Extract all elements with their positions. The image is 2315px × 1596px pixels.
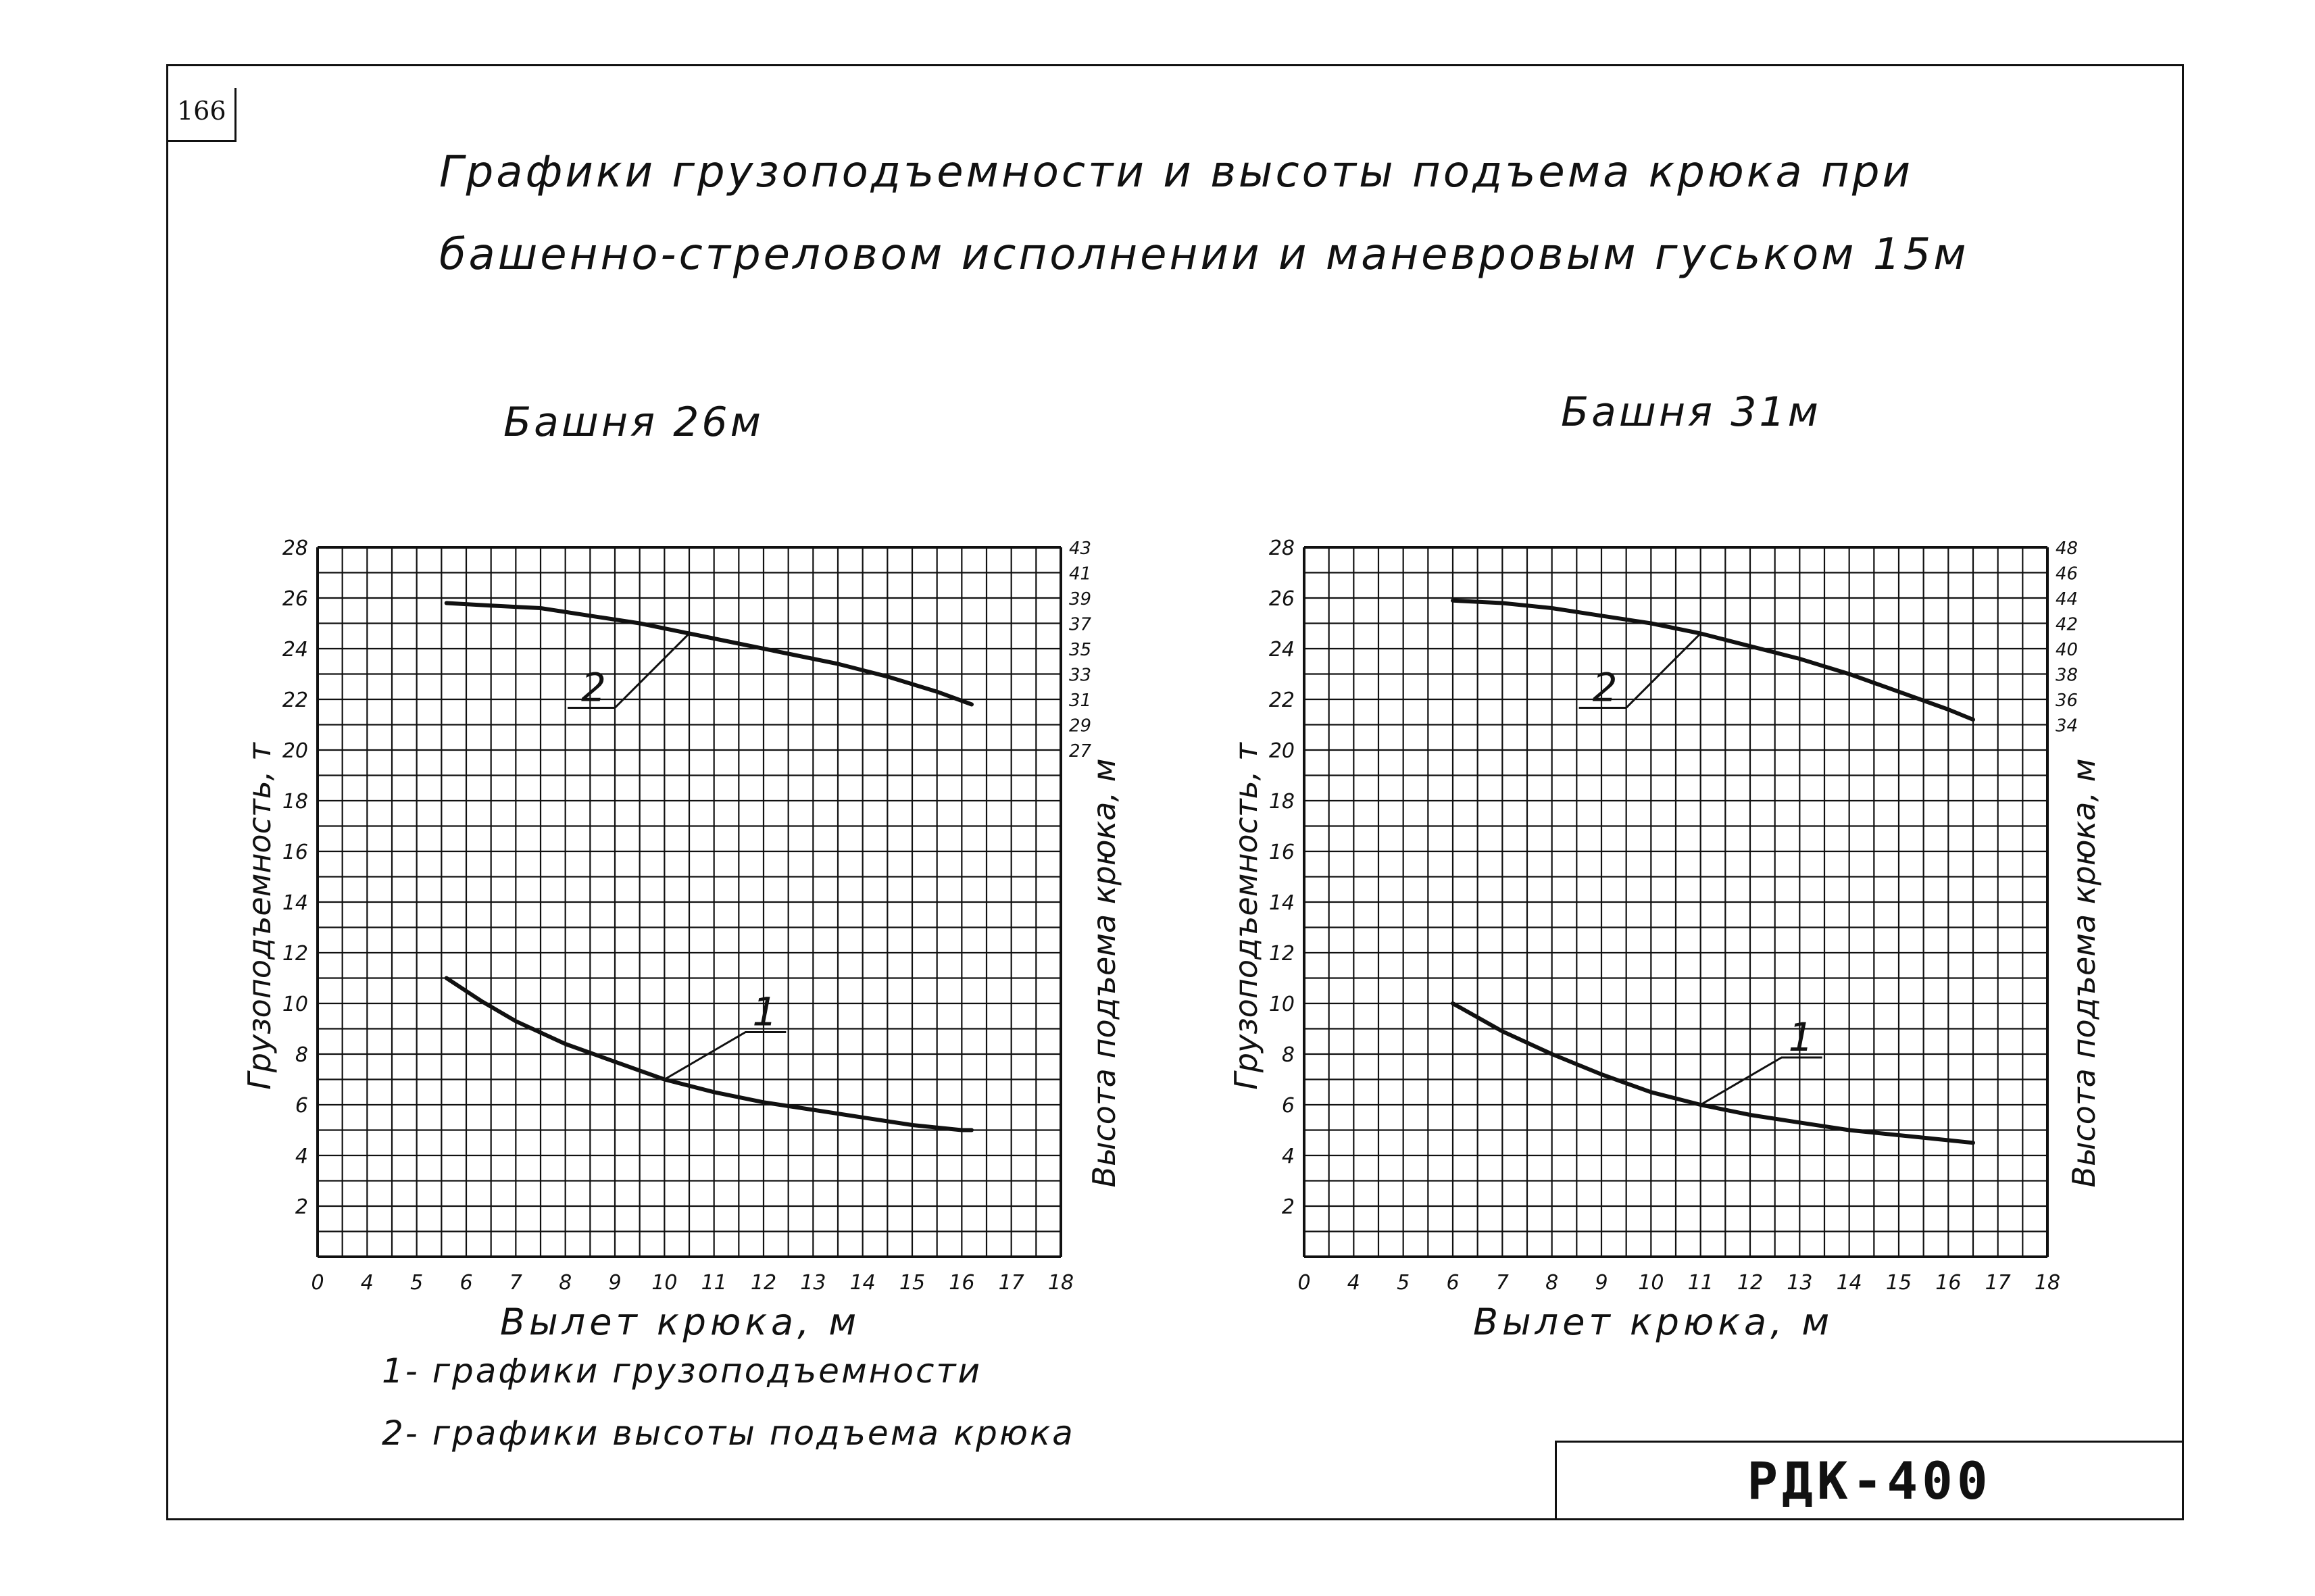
chart-1-series-2-line — [447, 603, 972, 705]
chart-2-x-tick-label: 15 — [1885, 1271, 1912, 1295]
chart-1-y2-tick-label: 29 — [1069, 716, 1092, 737]
chart-1-y2-tick-label: 33 — [1069, 665, 1092, 686]
chart-1-y2-tick-label: 31 — [1069, 691, 1092, 711]
chart-2-y2-tick-label: 44 — [2056, 589, 2078, 609]
chart-2-x-tick-label: 13 — [1787, 1271, 1813, 1295]
chart-2-x-tick-label: 7 — [1495, 1271, 1509, 1295]
chart-2-x-tick-label: 10 — [1638, 1271, 1664, 1295]
chart-1-series-1-label: 1 — [752, 989, 778, 1035]
chart-2-y-tick-label: 18 — [1268, 790, 1295, 814]
title-line-2: башенно-стреловом исполнении и маневровым гуськом 15м — [439, 230, 1969, 280]
chart-1-y-tick-label: 10 — [282, 993, 308, 1016]
chart-1-x-tick-label: 0 — [311, 1271, 324, 1295]
model-stamp: РДК-400 — [1747, 1450, 1992, 1511]
chart-1-x-tick-label: 15 — [899, 1271, 926, 1295]
legend-item-2: 2- графики высоты подъема крюка — [382, 1414, 1075, 1453]
chart-2-x-tick-label: 17 — [1985, 1271, 2011, 1295]
chart-2-y2-tick-label: 36 — [2056, 691, 2078, 711]
chart-2-x-tick-label: 0 — [1297, 1271, 1311, 1295]
chart-2-y-tick-label: 4 — [1281, 1145, 1295, 1168]
chart-2-title: Башня 31м — [1561, 389, 1821, 436]
chart-1-y-tick-label: 26 — [282, 587, 308, 611]
chart-2-series-1-line — [1453, 1003, 1973, 1143]
chart-2-y2-tick-label: 40 — [2056, 640, 2078, 660]
chart-1-title: Башня 26м — [503, 399, 764, 446]
chart-1-x-tick-label: 13 — [800, 1271, 826, 1295]
chart-2-series-1-label: 1 — [1788, 1014, 1814, 1060]
chart-1-y-tick-label: 12 — [282, 942, 308, 966]
chart-2-x-axis-title: Вылет крюка, м — [1473, 1301, 1834, 1343]
chart-2-y-tick-label: 10 — [1268, 993, 1295, 1016]
chart-2-x-tick-label: 11 — [1687, 1271, 1714, 1295]
chart-1-y-tick-label: 20 — [282, 739, 308, 763]
chart-1-x-tick-label: 6 — [459, 1271, 473, 1295]
chart-1-y-tick-label: 14 — [282, 891, 308, 915]
chart-1-x-axis-title: Вылет крюка, м — [500, 1301, 861, 1343]
chart-1-series-1-leader — [664, 1032, 786, 1080]
chart-2-y2-tick-label: 48 — [2056, 539, 2078, 559]
chart-2-x-tick-label: 14 — [1836, 1271, 1862, 1295]
legend-item-1: 1- графики грузоподъемности — [382, 1351, 982, 1391]
chart-2-y-tick-label: 14 — [1268, 891, 1295, 915]
chart-2-x-tick-label: 12 — [1737, 1271, 1764, 1295]
chart-1-x-tick-label: 7 — [509, 1271, 522, 1295]
chart-1-y-tick-label: 24 — [282, 638, 308, 662]
chart-2-y-tick-label: 26 — [1268, 587, 1295, 611]
chart-1-y-tick-label: 8 — [295, 1043, 308, 1067]
chart-1-y2-tick-label: 43 — [1069, 539, 1092, 559]
chart-2-x-tick-label: 4 — [1347, 1271, 1360, 1295]
chart-2-y-tick-label: 16 — [1268, 841, 1295, 864]
chart-2-y2-tick-label: 42 — [2056, 614, 2078, 635]
chart-1-y-tick-label: 16 — [282, 841, 308, 864]
chart-2-y-tick-label: 8 — [1281, 1043, 1295, 1067]
chart-1-y-tick-label: 2 — [295, 1195, 308, 1219]
chart-1-y2-tick-label: 35 — [1069, 640, 1092, 660]
chart-2-x-tick-label: 8 — [1545, 1271, 1559, 1295]
chart-1-x-tick-label: 9 — [608, 1271, 622, 1295]
chart-1-y-tick-label: 6 — [295, 1094, 308, 1118]
chart-2-x-tick-label: 6 — [1446, 1271, 1460, 1295]
chart-1-x-tick-label: 11 — [701, 1271, 727, 1295]
chart-1-y2-tick-label: 41 — [1069, 564, 1092, 584]
chart-2-x-tick-label: 9 — [1595, 1271, 1608, 1295]
chart-2-y2-axis-title: Высота подъема крюка, м — [2066, 758, 2102, 1188]
chart-1-y2-tick-label: 39 — [1069, 589, 1092, 609]
chart-1-x-tick-label: 14 — [849, 1271, 876, 1295]
chart-2-y2-tick-label: 34 — [2056, 716, 2078, 737]
chart-2-y-tick-label: 24 — [1268, 638, 1295, 662]
chart-1-y2-tick-label: 27 — [1069, 741, 1092, 762]
chart-1-y-tick-label: 28 — [282, 537, 308, 560]
chart-2-y-tick-label: 2 — [1281, 1195, 1295, 1219]
chart-2-y-tick-label: 12 — [1268, 942, 1295, 966]
chart-2-series-1-leader — [1701, 1057, 1822, 1105]
chart-1-y2-tick-label: 37 — [1069, 614, 1092, 635]
chart-1-x-tick-label: 5 — [410, 1271, 424, 1295]
chart-1-x-tick-label: 8 — [559, 1271, 572, 1295]
chart-1-y-tick-label: 4 — [295, 1145, 308, 1168]
chart-1-y-axis-title: Грузоподъемность, т — [241, 743, 278, 1090]
chart-2-x-tick-label: 16 — [1935, 1271, 1962, 1295]
chart-1-y-tick-label: 22 — [282, 689, 308, 712]
title-line-1: Графики грузоподъемности и высоты подъема крюка при — [439, 147, 1914, 197]
chart-1-series-2-label: 2 — [581, 664, 606, 711]
chart-2-y-tick-label: 28 — [1268, 537, 1295, 560]
chart-1-x-tick-label: 17 — [998, 1271, 1024, 1295]
chart-2-y2-tick-label: 46 — [2056, 564, 2078, 584]
chart-1-y-tick-label: 18 — [282, 790, 308, 814]
chart-2-y-tick-label: 20 — [1268, 739, 1295, 763]
chart-1-x-tick-label: 18 — [1047, 1271, 1074, 1295]
chart-2-series-2-label: 2 — [1592, 664, 1618, 711]
chart-1-x-tick-label: 4 — [360, 1271, 374, 1295]
chart-1-x-tick-label: 10 — [651, 1271, 678, 1295]
chart-2-y-tick-label: 6 — [1281, 1094, 1295, 1118]
chart-2-y2-tick-label: 38 — [2056, 665, 2078, 686]
chart-2-y-axis-title: Грузоподъемность, т — [1228, 743, 1264, 1090]
chart-1-y2-axis-title: Высота подъема крюка, м — [1086, 758, 1122, 1188]
chart-2-x-tick-label: 18 — [2034, 1271, 2061, 1295]
page-number: 166 — [177, 96, 226, 126]
chart-1-x-tick-label: 12 — [750, 1271, 777, 1295]
chart-2-x-tick-label: 5 — [1397, 1271, 1410, 1295]
chart-2-y-tick-label: 22 — [1268, 689, 1295, 712]
chart-2-series-2-line — [1453, 601, 1973, 720]
chart-1-x-tick-label: 16 — [949, 1271, 975, 1295]
